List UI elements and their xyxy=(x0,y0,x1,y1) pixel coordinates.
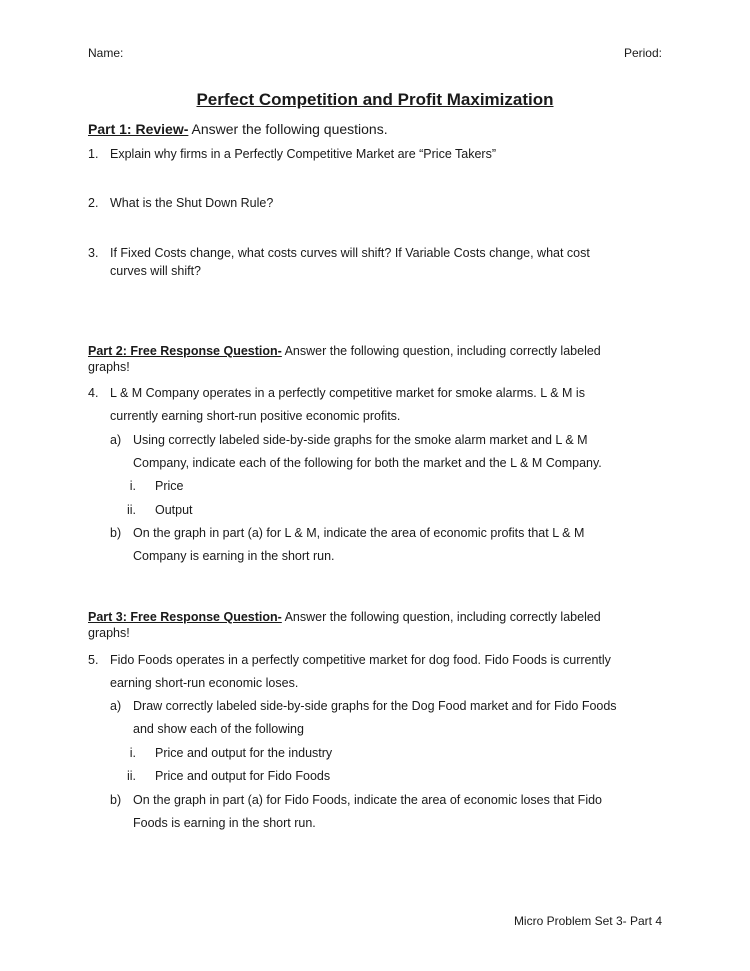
q1-text: Explain why firms in a Perfectly Competitive Market are “Price Takers” xyxy=(110,147,496,161)
q4-text-line2: currently earning short-run positive economic profits. xyxy=(110,409,401,423)
q4a-item2-text: Output xyxy=(155,503,193,517)
q4-number: 4. xyxy=(88,386,99,400)
q4a-text-line1: Using correctly labeled side-by-side graphs for the smoke alarm market and L & M xyxy=(133,433,588,447)
q4b-letter: b) xyxy=(110,526,122,540)
q5a-item2-text: Price and output for Fido Foods xyxy=(155,769,331,783)
q5a-item2-numeral: ii. xyxy=(126,769,136,783)
q5b-letter: b) xyxy=(110,793,122,807)
q5a-text-line2: and show each of the following xyxy=(133,722,304,736)
part2-heading-line xyxy=(88,344,601,358)
part3-instruction: Answer the following question, including correctly labeled xyxy=(281,610,601,624)
q5b-text-line2: Foods is earning in the short run. xyxy=(133,816,316,830)
q4a-letter: a) xyxy=(110,433,122,447)
period-label: Period: xyxy=(623,46,662,60)
q5a-item1-numeral: i. xyxy=(129,746,136,760)
q3-number: 3. xyxy=(88,246,99,260)
part2-instruction-line2: graphs! xyxy=(88,360,130,374)
part2-heading: Part 2: Free Response Question- xyxy=(88,344,282,358)
q4a-item2-numeral: ii. xyxy=(126,503,136,517)
part3-heading: Part 3: Free Response Question- xyxy=(88,610,282,624)
q1-number: 1. xyxy=(88,147,99,161)
part1-heading: Part 1: Review- xyxy=(88,121,189,137)
q3-text-line1: If Fixed Costs change, what costs curves will shift? If Variable Costs change, what cost xyxy=(110,246,590,260)
q5b-text-line1: On the graph in part (a) for Fido Foods, indicate the area of economic loses that Fido xyxy=(133,793,603,807)
q5a-item1-text: Price and output for the industry xyxy=(155,746,333,760)
q5-number: 5. xyxy=(88,653,99,667)
name-label: Name: xyxy=(88,46,124,60)
q4a-item1-text: Price xyxy=(155,479,184,493)
part3-instruction-line2: graphs! xyxy=(88,626,130,640)
q5a-text-line1: Draw correctly labeled side-by-side graphs for the Dog Food market and for Fido Foods xyxy=(133,699,617,713)
q5-text-line2: earning short-run economic loses. xyxy=(110,676,299,690)
part2-instruction: Answer the following question, including correctly labeled xyxy=(281,344,601,358)
q4b-text-line1: On the graph in part (a) for L & M, indicate the area of economic profits that L & M xyxy=(133,526,585,540)
part1-heading-line xyxy=(88,121,388,137)
q4a-item1-numeral: i. xyxy=(129,479,136,493)
page-title: Perfect Competition and Profit Maximization xyxy=(196,90,554,109)
part1-instruction: Answer the following questions. xyxy=(188,121,388,137)
q2-text: What is the Shut Down Rule? xyxy=(110,196,274,210)
q4b-text-line2: Company is earning in the short run. xyxy=(133,549,335,563)
q3-text-line2: curves will shift? xyxy=(110,264,201,278)
part3-heading-line xyxy=(88,610,601,624)
q2-number: 2. xyxy=(88,196,99,210)
q4a-text-line2: Company, indicate each of the following for both the market and the L & M Company. xyxy=(133,456,602,470)
footer-label: Micro Problem Set 3- Part 4 xyxy=(513,914,662,928)
q5-text-line1: Fido Foods operates in a perfectly competitive market for dog food. Fido Foods is currently xyxy=(110,653,611,667)
q4-text-line1: L & M Company operates in a perfectly competitive market for smoke alarms. L & M is xyxy=(110,386,585,400)
q5a-letter: a) xyxy=(110,699,122,713)
